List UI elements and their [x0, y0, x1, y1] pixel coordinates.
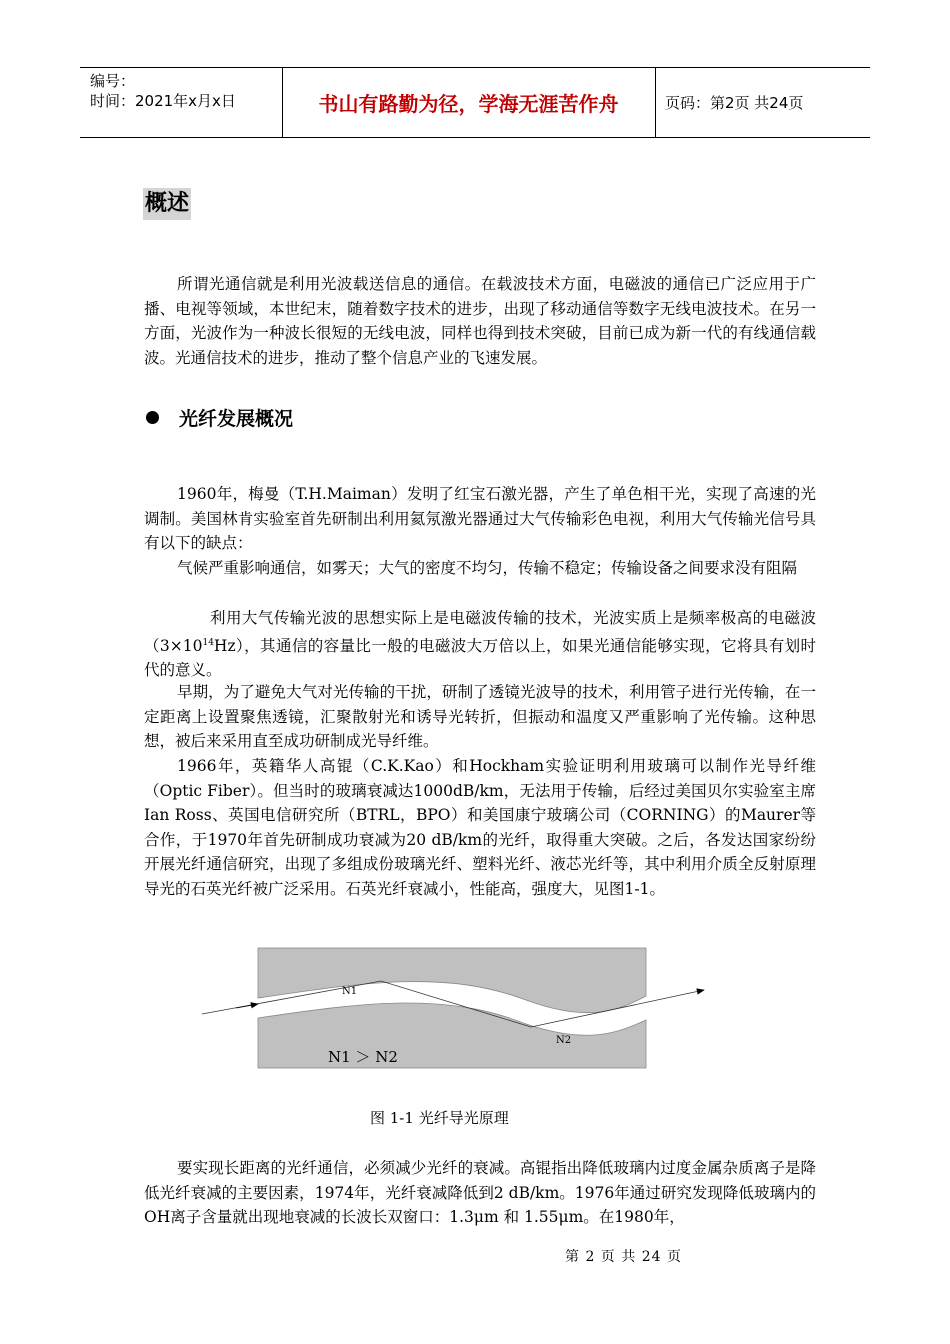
figure-caption: 图 1-1 光纤导光原理 [370, 1109, 509, 1127]
bullet-heading [146, 404, 293, 431]
refractive-relation: N1 ＞ N2 [328, 1048, 398, 1066]
paragraph-em-wave-text-end: Hz），其通信的容量比一般的电磁波大万倍以上，如果光通信能够实现，它将具有划时代的意义。 [144, 636, 816, 680]
section-title: 概述 [143, 188, 191, 220]
header-page-number: 页码：第2页 共24页 [665, 94, 804, 112]
paragraph-lens-waveguide: 早期，为了避免大气对光传输的干扰，研制了透镜光波导的技术，利用管子进行光传输，在一定距离上设置聚焦透镜，汇聚散射光和诱导光转折，但振动和温度又严重影响了光传输。这种思想，被后来采用直至成功研制成光导纤维。 [144, 683, 816, 751]
bullet-heading-text: 光纤发展概况 [179, 408, 294, 430]
page-footer: 第 2 页 共 24 页 [565, 1249, 682, 1265]
label-n2: N2 [556, 1035, 572, 1046]
paragraph-drawbacks: 气候严重影响通信，如雾天；大气的密度不均匀，传输不稳定；传输设备之间要求没有阻隔 [177, 559, 798, 577]
exponent: 14 [202, 637, 214, 648]
paragraph-maiman: 1960年，梅曼（T.H.Maiman）发明了红宝石激光器，产生了单色相干光，实现了高速的光调制。美国林肯实验室首先研制出利用氦氖激光器通过大气传输彩色电视，利用大气传输光信号具有以下的缺点： [144, 485, 816, 553]
paragraph-em-wave-text: 利用大气传输光波的思想实际上是电磁波传输的技术，光波实质上是频率极高的电磁波（3×10 [144, 609, 816, 655]
bullet-icon [146, 411, 159, 424]
header-meta [90, 71, 236, 111]
intro-paragraph: 所谓光通信就是利用光波载送信息的通信。在载波技术方面，电磁波的通信已广泛应用于广播、电视等领域，本世纪末，随着数字技术的进步，出现了移动通信等数字无线电波技术。在另一方面，光波作为一种波长很短的无线电波，同样也得到技术突破，目前已成为新一代的有线通信载波。光通信技术的进步，推动了整个信息产业的飞速发展。 [144, 275, 816, 367]
incident-arrow [236, 1004, 258, 1008]
header-motto: 书山有路勤为径，学海无涯苦作舟 [318, 92, 619, 116]
paragraph-kao: 1966年，英籍华人高锟（C.K.Kao）和Hockham实验证明利用玻璃可以制作光导纤维（Optic Fiber）。但当时的玻璃衰减达1000dB/km，无法用于传输，后经过美国贝尔实验室主席Ian Ross、英国电信研究所（BTRL，BPO）和美国康宁玻璃公司（CORNING）的Maurer等合作，于1970年首先研制成功衰减为20 dB/km的光纤，取得重大突破。之后，各发达国家纷纷开展光纤通信研究，出现了多组成份玻璃光纤、塑料光纤、液芯光纤等，其中利用介质全反射原理导光的石英光纤被广泛采用。石英光纤衰减小，性能高，强度大，见图1-1。 [144, 757, 816, 898]
label-n1: N1 [342, 986, 358, 997]
paragraph-em-wave [144, 606, 816, 683]
document-number-label: 编号： [90, 72, 136, 90]
page-header [80, 67, 870, 138]
paragraph-attenuation: 要实现长距离的光纤通信，必须减少光纤的衰减。高锟指出降低玻璃内过度金属杂质离子是降低光纤衰减的主要因素，1974年，光纤衰减降低到2 dB/km。1976年通过研究发现降低玻璃内的OH离子含量就出现地衰减的长波长双窗口：1.3μm 和 1.55μm。在1980年， [144, 1159, 816, 1227]
header-divider [655, 68, 656, 137]
fiber-diagram [196, 940, 716, 1080]
document-date-label: 时间：2021年x月x日 [90, 92, 236, 110]
